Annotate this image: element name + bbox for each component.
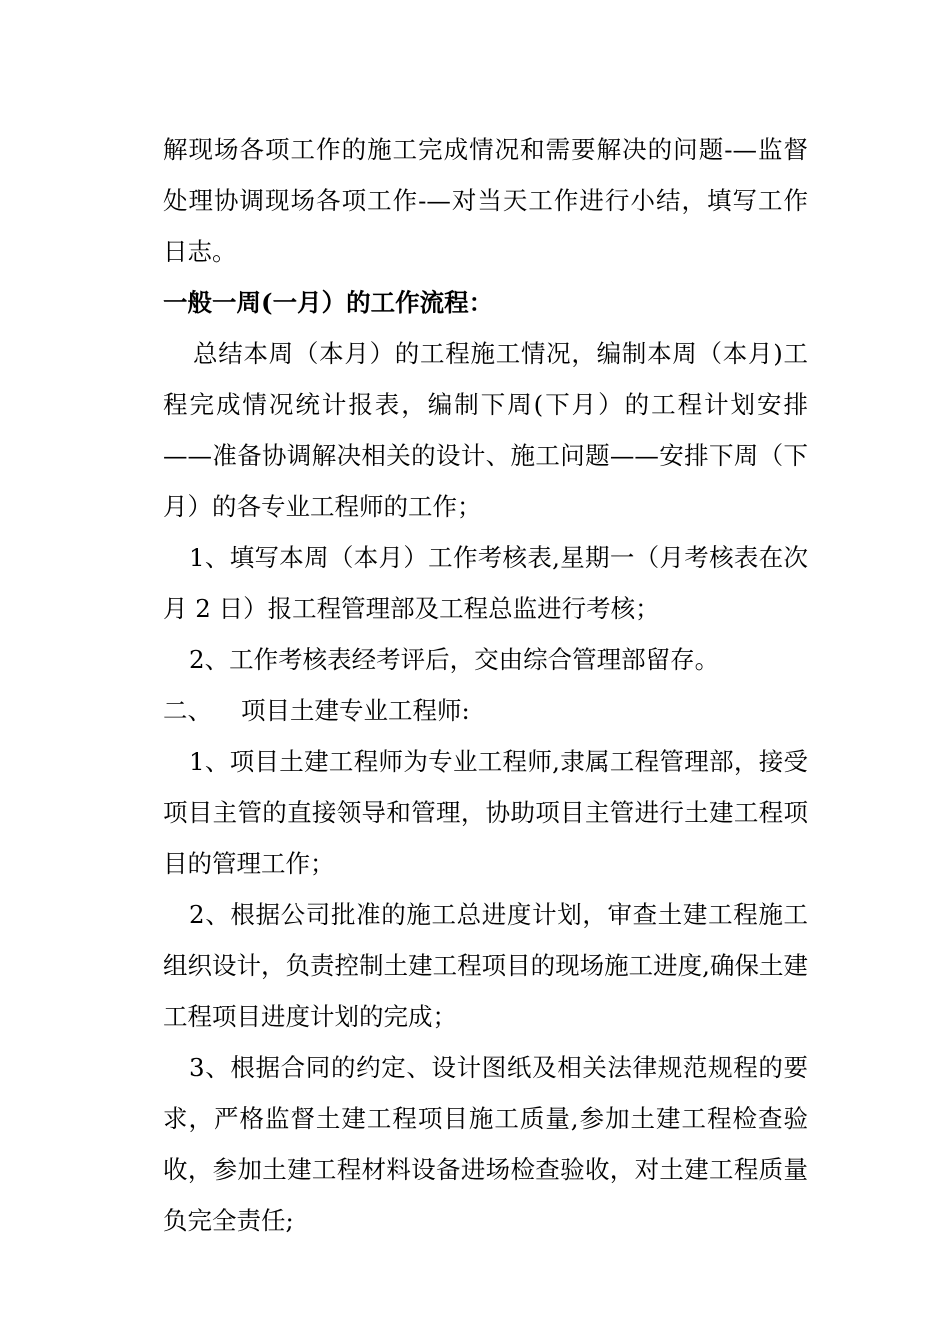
paragraph-daily-summary: 解现场各项工作的施工完成情况和需要解决的问题-—监督处理协调现场各项工作-—对当天工作进行小结，填写工作日志。 [163,135,808,266]
section-heading-civil-engineer [163,685,808,736]
paragraph-item-2-archive: 2、工作考核表经考评后，交由综合管理部留存。 [189,645,720,674]
paragraph-civil-item-3: 3、根据合同的约定、设计图纸及相关法律规范规程的要求，严格监督土建工程项目施工质量,参加土建工程检查验收，参加土建工程材料设备进场检查验收，对土建工程质量负完全责任; [163,1053,808,1235]
paragraph-weekly-summary: 总结本周（本月）的工程施工情况，编制本周（本月)工程完成情况统计报表，编制下周(下月）的工程计划安排——准备协调解决相关的设计、施工问题——安排下周（下月）的各专业工程师的工作； [163,339,808,521]
section-title-text: 项目土建专业工程师: [241,696,470,725]
document-body [163,124,808,1246]
paragraph-civil-item-2: 2、根据公司批准的施工总进度计划，审查土建工程施工组织设计，负责控制土建工程项目的现场施工进度,确保土建工程项目进度计划的完成； [163,900,808,1031]
paragraph-item-1-appraisal: 1、填写本周（本月）工作考核表,星期一（月考核表在次月 2 日）报工程管理部及工程总监进行考核； [163,543,808,623]
paragraph-civil-item-1: 1、项目土建工程师为专业工程师,隶属工程管理部，接受项目主管的直接领导和管理，协助项目主管进行土建工程项目的管理工作； [163,747,808,878]
section-number: 二、 [163,696,212,725]
heading-weekly-workflow: 一般一周(一月）的工作流程： [163,288,494,317]
